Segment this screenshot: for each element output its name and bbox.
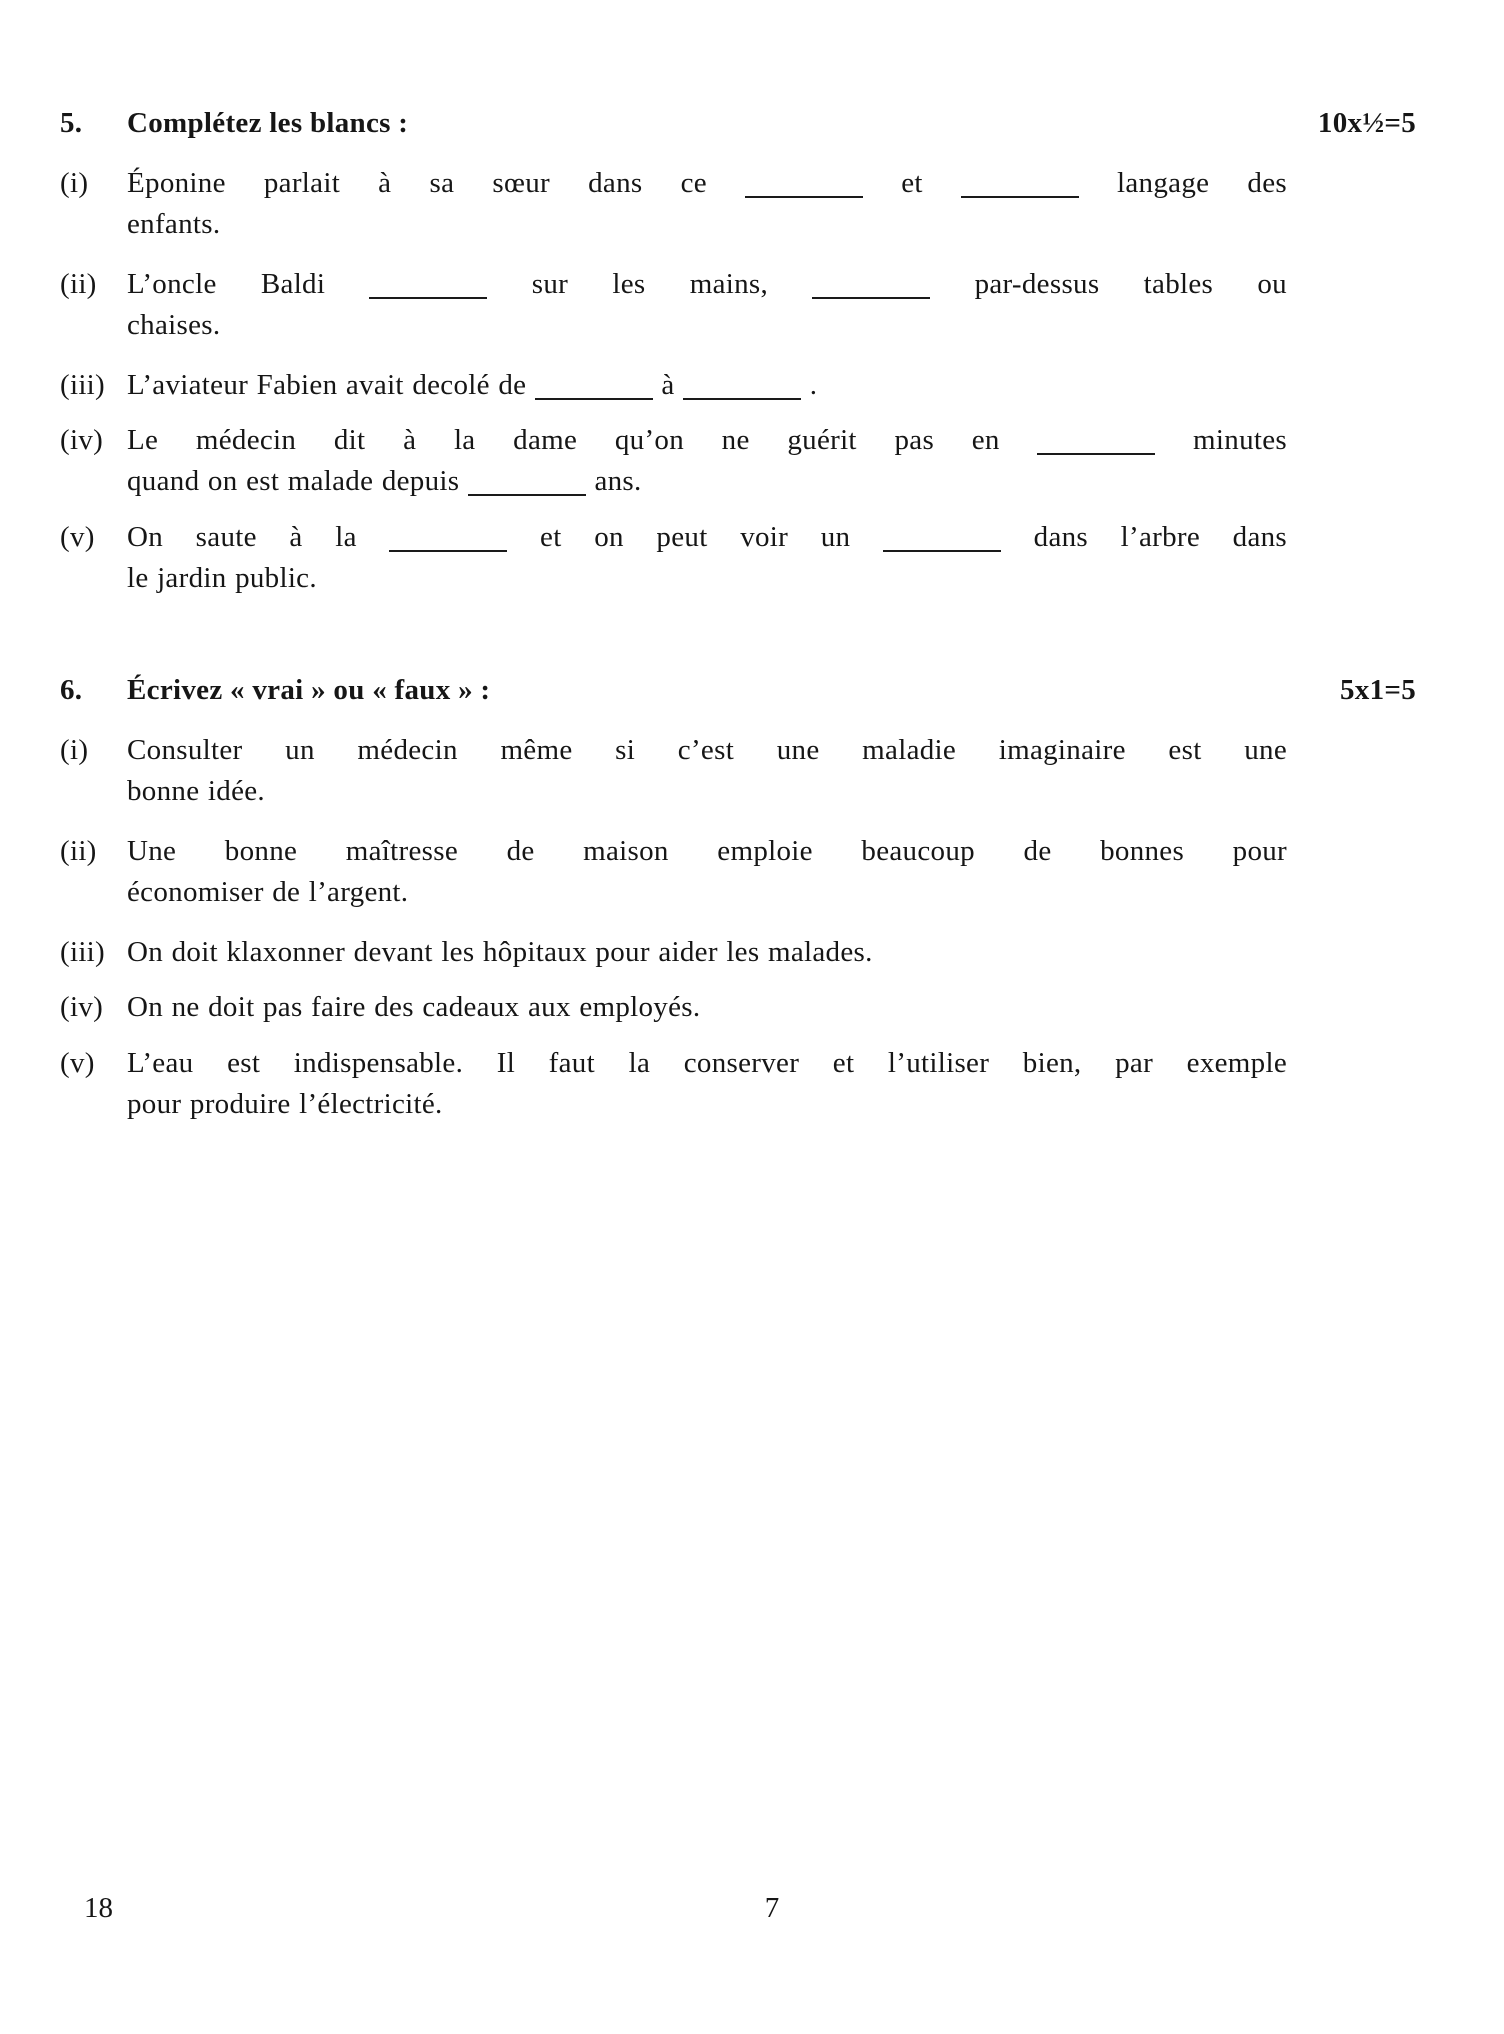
question-item	[60, 1043, 1416, 1125]
item-line: enfants.	[127, 208, 221, 240]
question-title: Écrivez « vrai » ou « faux » :	[127, 674, 491, 706]
item-line: L’eau est indispensable. Il faut la conserver et l’utiliser bien, par exemple	[127, 1047, 1287, 1079]
blank-line	[369, 297, 487, 299]
question-marks: 5x1=5	[1339, 674, 1416, 706]
question-item	[60, 932, 1416, 973]
item-label: (v)	[60, 521, 95, 553]
item-line: Consulter un médecin même si c’est une maladie imaginaire est une	[127, 734, 1287, 766]
question-item	[60, 365, 1416, 406]
item-label: (iii)	[60, 936, 105, 968]
question-item	[60, 264, 1416, 346]
blank-line	[1037, 453, 1155, 455]
question-item	[60, 517, 1416, 599]
page-number: 7	[764, 1892, 780, 1924]
item-line: le jardin public.	[127, 562, 317, 594]
item-line: économiser de l’argent.	[127, 876, 409, 908]
item-label: (iii)	[60, 369, 105, 401]
item-label: (iv)	[60, 991, 104, 1023]
question-5	[60, 103, 1416, 599]
blank-line	[812, 297, 930, 299]
item-line: L’oncle Baldi sur les mains, par-dessus tables ou	[127, 268, 1287, 300]
item-text	[127, 163, 1287, 245]
blank-line	[745, 196, 863, 198]
question-5-heading	[60, 103, 1416, 144]
question-item	[60, 730, 1416, 812]
blank-line	[389, 550, 507, 552]
blank-line	[535, 398, 653, 400]
item-text	[127, 932, 1287, 973]
blank-line	[468, 494, 586, 496]
item-label: (v)	[60, 1047, 95, 1079]
question-number: 6.	[60, 674, 83, 706]
question-6-heading	[60, 670, 1416, 711]
question-6	[60, 670, 1416, 1125]
question-5-items	[60, 163, 1416, 599]
item-line: pour produire l’électricité.	[127, 1088, 443, 1120]
item-label: (iv)	[60, 424, 104, 456]
question-number: 5.	[60, 107, 83, 139]
item-line: Le médecin dit à la dame qu’on ne guérit pas en minutes	[127, 424, 1287, 456]
item-text	[127, 831, 1287, 913]
item-line: On doit klaxonner devant les hôpitaux pour aider les malades.	[127, 936, 873, 968]
question-item	[60, 987, 1416, 1028]
item-text	[127, 420, 1287, 502]
question-marks: 10x½=5	[1317, 107, 1416, 139]
blank-line	[883, 550, 1001, 552]
question-item	[60, 420, 1416, 502]
question-item	[60, 163, 1416, 245]
item-line: On ne doit pas faire des cadeaux aux employés.	[127, 991, 701, 1023]
item-text	[127, 365, 1287, 406]
item-line: quand on est malade depuis ans.	[127, 465, 642, 497]
item-line: L’aviateur Fabien avait decolé de à .	[127, 369, 818, 401]
item-text	[127, 264, 1287, 346]
item-text	[127, 1043, 1287, 1125]
question-item	[60, 831, 1416, 913]
item-line: On saute à la et on peut voir un dans l’arbre dans	[127, 521, 1287, 553]
blank-line	[683, 398, 801, 400]
item-line: Une bonne maîtresse de maison emploie beaucoup de bonnes pour	[127, 835, 1287, 867]
item-line: chaises.	[127, 309, 221, 341]
item-text	[127, 517, 1287, 599]
item-label: (i)	[60, 167, 89, 199]
question-6-items	[60, 730, 1416, 1125]
item-text	[127, 987, 1287, 1028]
blank-line	[961, 196, 1079, 198]
question-title: Complétez les blancs :	[127, 107, 409, 139]
item-text	[127, 730, 1287, 812]
footer-code: 18	[84, 1892, 113, 1924]
item-line: bonne idée.	[127, 775, 265, 807]
item-line: Éponine parlait à sa sœur dans ce et langage des	[127, 167, 1287, 199]
item-label: (ii)	[60, 835, 97, 867]
item-label: (i)	[60, 734, 89, 766]
item-label: (ii)	[60, 268, 97, 300]
